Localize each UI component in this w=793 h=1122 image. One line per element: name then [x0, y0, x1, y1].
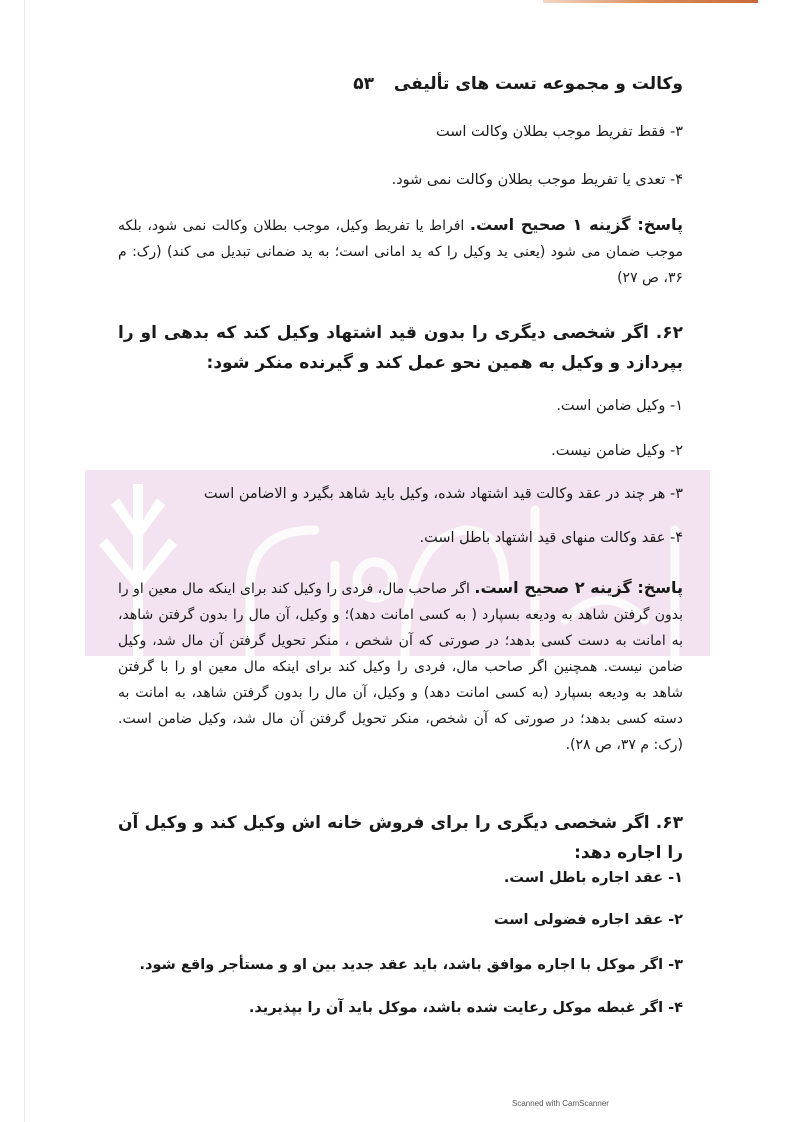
answer-61-body: افراط یا تفریط وکیل، موجب بطلان وکالت نمی شود، بلکه موجب ضمان می شود (یعنی ید وکیل را که ید امانی است؛ به ید ضمانی تبدیل می کند) (رک: م ۳۶، ص ۲۷)	[118, 218, 683, 286]
q63-option-1: ۱- عقد اجاره باطل است.	[503, 870, 683, 886]
header-title: وکالت و مجموعه تست های تألیفی	[393, 74, 683, 94]
q62-option-4: ۴- عقد وکالت منهای قید اشتهاد باطل است.	[419, 530, 683, 546]
answer-61-lead: پاسخ: گزینه ۱ صحیح است.	[469, 215, 683, 234]
question-63: ۶۳. اگر شخصی دیگری را برای فروش خانه اش وکیل کند و وکیل آن را اجاره دهد:	[118, 813, 683, 863]
option-3-prev: ۳- فقط تفریط موجب بطلان وکالت است	[436, 124, 683, 140]
option-4-prev: ۴- تعدی یا تفریط موجب بطلان وکالت نمی شود.	[391, 172, 683, 188]
scan-edge-artifact	[543, 0, 758, 3]
page-number: ۵۳	[353, 74, 374, 94]
answer-62	[118, 575, 683, 758]
answer-61	[118, 212, 683, 291]
question-62: ۶۲. اگر شخصی دیگری را بدون قید اشتهاد وکیل کند که بدهی او را بپردازد و وکیل به همین نحو عمل کند و گیرنده منکر شود:	[118, 323, 683, 373]
q63-option-4: ۴- اگر غبطه موکل رعایت شده باشد، موکل باید آن را بپذیرید.	[248, 1000, 683, 1016]
q63-option-3: ۳- اگر موکل با اجاره موافق باشد، باید عقد جدید بین او و مستأجر واقع شود.	[139, 957, 683, 973]
q62-option-2: ۲- وکیل ضامن نیست.	[551, 443, 683, 459]
answer-62-body: اگر صاحب مال، فردی را وکیل کند برای اینکه مال معین او را بدون گرفتن شاهد به ودیعه بسپارد ( به کسی امانت دهد)؛ و وکیل، آن مال را بدون گرفتن شاهد، به امانت به دست کسی بدهد؛ در صورتی که آن شخص ، منکر تحویل گرفتن آن مال شد، وکیل ضامن نیست. همچنین اگر صاحب مال، فردی را وکیل کند برای اینکه مال معین او را با گرفتن شاهد به ودیعه بسپارد (به کسی امانت دهد) و وکیل، آن مال را بدون گرفتن شاهد، به امانت به دسته کسی بدهد؛ در صورتی که آن شخص، منکر تحویل گرفتن آن مال شد، وکیل ضامن است. (رک: م ۳۷، ص ۲۸).	[118, 581, 683, 753]
page-border	[24, 0, 25, 1122]
q62-option-3: ۳- هر چند در عقد وکالت قید اشتهاد شده، وکیل باید شاهد بگیرد و الاضامن است	[203, 486, 683, 502]
q62-option-1: ۱- وکیل ضامن است.	[556, 398, 683, 414]
answer-62-lead: پاسخ: گزینه ۲ صحیح است.	[474, 578, 684, 597]
q63-option-2: ۲- عقد اجاره فضولی است	[493, 912, 683, 928]
scanner-watermark: Scanned with CamScanner	[512, 1099, 609, 1108]
running-header	[353, 74, 683, 94]
